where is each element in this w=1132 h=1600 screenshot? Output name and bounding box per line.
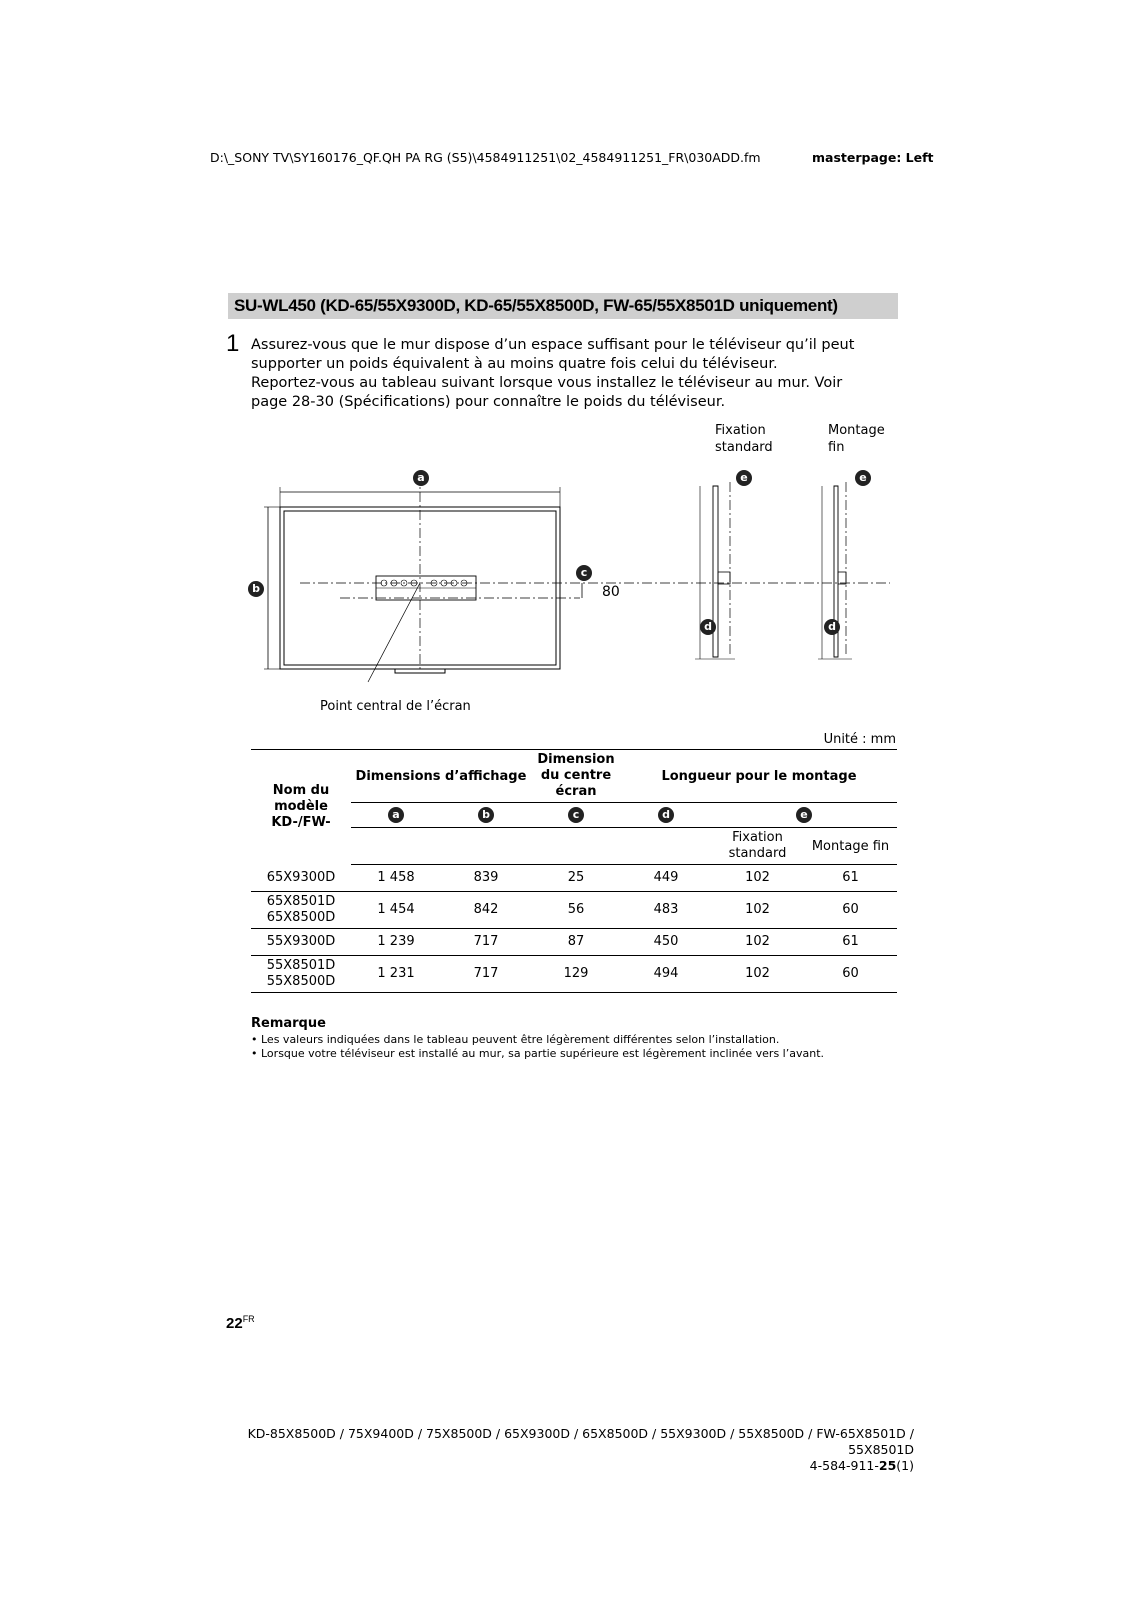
step-line: page 28-30 (Spécifications) pour connaître le poids du téléviseur. <box>251 394 726 410</box>
tv-mounting-diagram <box>240 462 900 692</box>
marker-a: a <box>413 470 429 486</box>
marker-b: b <box>248 581 264 597</box>
remark-list <box>251 1033 891 1061</box>
col-marker-c: c <box>568 807 584 823</box>
page-number: $22^{FR}$ <box>226 1314 255 1332</box>
col-header-display: Dimensions d’affichage <box>351 750 531 803</box>
step-line: Reportez-vous au tableau suivant lorsque vous installez le téléviseur au mur. Voir <box>251 375 843 391</box>
col-header-center: Dimension du centre écran <box>531 750 621 803</box>
remark-item: • Les valeurs indiquées dans le tableau peuvent être légèrement différentes selon l’installation. <box>251 1033 780 1046</box>
marker-e-standard: e <box>736 470 752 486</box>
header-file-path: D:\_SONY TV\SY160176_QF.QH PA RG (S5)\4584911251\02_4584911251_FR\030ADD.fm <box>210 150 761 165</box>
col-header-length: Longueur pour le montage <box>621 750 897 803</box>
dimension-80-label: 80 <box>602 584 620 600</box>
marker-d-standard: d <box>700 619 716 635</box>
step-line: supporter un poids équivalent à au moins quatre fois celui du téléviseur. <box>251 356 778 372</box>
table-row: 65X9300D 1 458 839 25 449 102 61 <box>251 865 897 892</box>
col-marker-e: e <box>796 807 812 823</box>
sub-header-fixation: Fixation standard <box>711 828 804 865</box>
sub-header-montage: Montage fin <box>804 828 897 865</box>
tv-foot <box>395 669 445 673</box>
col-marker-a: a <box>388 807 404 823</box>
header-masterpage: masterpage: Left <box>812 150 934 165</box>
step-number: 1 <box>226 330 240 357</box>
col-header-model: Nom du modèle KD-/FW- <box>271 783 331 831</box>
remark-title: Remarque <box>251 1016 326 1031</box>
center-point-label: Point central de l’écran <box>320 699 471 714</box>
marker-d-slim: d <box>824 619 840 635</box>
table-row: 55X8501D 55X8500D 1 231 717 129 494 102 60 <box>251 955 897 992</box>
remark-item: • Lorsque votre téléviseur est installé au mur, sa partie supérieure est légèrement inclinée vers l’avant. <box>251 1047 825 1060</box>
label-montage-fin: Montage fin <box>828 423 885 455</box>
spec-table <box>251 749 897 993</box>
table-row: 55X9300D 1 239 717 87 450 102 61 <box>251 928 897 955</box>
col-marker-b: b <box>478 807 494 823</box>
col-marker-d: d <box>658 807 674 823</box>
marker-e-slim: e <box>855 470 871 486</box>
step-instructions <box>251 336 871 412</box>
marker-c: c <box>576 565 592 581</box>
footer-models: KD-85X8500D / 75X9400D / 75X8500D / 65X9300D / 65X8500D / 55X9300D / 55X8500D / FW-65X8501D / 55X8501D 4-584-911-25(1) <box>247 1426 914 1473</box>
label-fixation-standard: Fixation standard <box>715 423 773 455</box>
unit-label: Unité : mm <box>823 732 896 747</box>
section-title: SU-WL450 (KD-65/55X9300D, KD-65/55X8500D, FW-65/55X8501D uniquement) <box>228 293 898 319</box>
table-row: 65X8501D 65X8500D 1 454 842 56 483 102 60 <box>251 891 897 928</box>
step-line: Assurez-vous que le mur dispose d’un espace suffisant pour le téléviseur qu’il peut <box>251 337 855 353</box>
